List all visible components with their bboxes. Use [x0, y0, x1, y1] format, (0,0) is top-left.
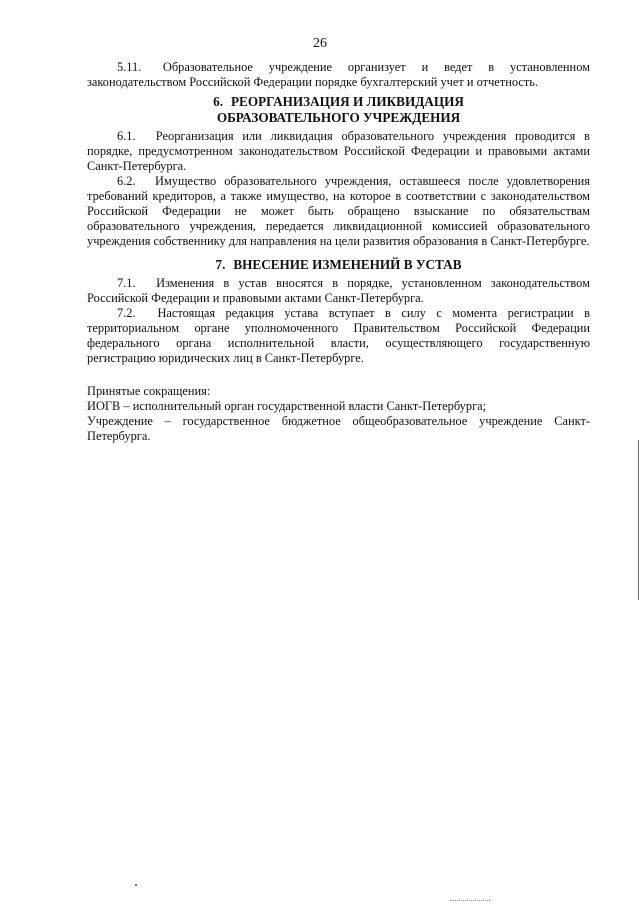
- paragraph-7-2: [87, 306, 590, 366]
- section-title-line-2: ОБРАЗОВАТЕЛЬНОГО УЧРЕЖДЕНИЯ: [216, 110, 461, 125]
- paragraph-6-1: [87, 129, 590, 174]
- abbreviation-item: Учреждение – государственное бюджетное общеобразовательное учреждение Санкт-Петербурга.: [87, 414, 590, 443]
- paragraph-text: Образовательное учреждение организует и ведет в установленном законодательством Российской Федерации порядке бухгалтерский учет и отчетность.: [87, 60, 590, 89]
- section-number: 7.: [215, 257, 226, 272]
- paragraph-text: Настоящая редакция устава вступает в силу с момента регистрации в территориальном органе уполномоченного Правительством Российской Федерации федерального органа исполнительной власти, осуществляющего государственную регистрацию юридических лиц в Санкт-Петербурге.: [87, 306, 590, 365]
- paragraph-7-1: [87, 276, 590, 306]
- paragraph-text: Реорганизация или ликвидация образовательного учреждения проводится в порядке, предусмотренном законодательством Российской Федерации и правовыми актами Санкт-Петербурга.: [87, 129, 590, 173]
- abbreviations-heading: Принятые сокращения:: [87, 384, 211, 398]
- paragraph-6-2: [87, 174, 590, 249]
- paragraph-number: 6.2.: [117, 174, 136, 188]
- section-title: ВНЕСЕНИЕ ИЗМЕНЕНИЙ В УСТАВ: [233, 257, 462, 272]
- paragraph-number: 7.2.: [117, 306, 136, 320]
- scan-dot: [135, 884, 137, 886]
- section-6-heading: [87, 94, 590, 126]
- page-number: 26: [313, 36, 327, 51]
- paragraph-number: 7.1.: [117, 276, 136, 290]
- paragraph-text: Имущество образовательного учреждения, оставшееся после удовлетворения требований кредиторов, а также имущество, на которое в соответствии с законодательством Российской Федерации не может быть обращено взыскание по обязательствам образовательного учреждения, передается ликвидационной комиссией образовательного учреждения собственнику для направления на цели развития образования в Санкт-Петербурге.: [87, 174, 590, 248]
- paragraph-number: 5.11.: [117, 60, 142, 74]
- scan-bottom-mark: [450, 900, 490, 902]
- abbreviations-block: [87, 384, 590, 444]
- abbreviation-item: ИОГВ – исполнительный орган государственной власти Санкт-Петербурга;: [87, 399, 487, 413]
- paragraph-text: Изменения в устав вносятся в порядке, установленном законодательством Российской Федерации и правовыми актами Санкт-Петербурга.: [87, 276, 590, 305]
- section-title-line-1: РЕОРГАНИЗАЦИЯ И ЛИКВИДАЦИЯ: [231, 94, 464, 109]
- section-7-heading: [87, 257, 590, 273]
- paragraph-number: 6.1.: [117, 129, 136, 143]
- scan-edge-mark: [638, 440, 639, 600]
- section-number: 6.: [213, 94, 223, 109]
- document-body: [87, 60, 590, 444]
- paragraph-5-11: [87, 60, 590, 90]
